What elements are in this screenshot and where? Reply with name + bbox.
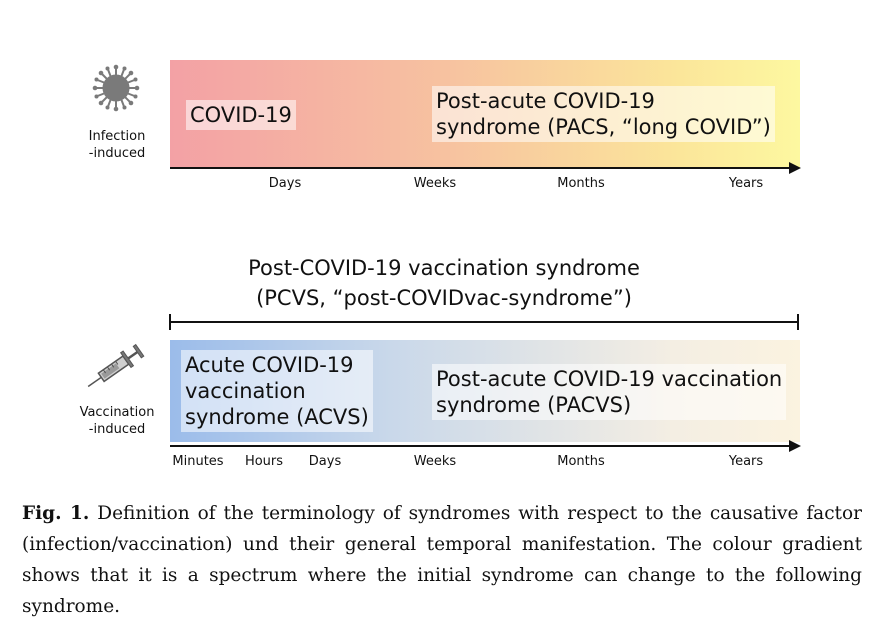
pacs-label-line2: syndrome (PACS, “long COVID”) xyxy=(436,115,771,139)
covid19-label: COVID-19 xyxy=(190,103,292,127)
vaccination-axis-arrow-icon xyxy=(789,440,801,452)
figure-caption-text: Definition of the terminology of syndromes with respect to the causative factor (infection/vaccination) und their general temporal manifestation. The colour gradient shows that it is a spectrum where the initial syndrome can change to the following syndrome. xyxy=(22,503,862,617)
virus-icon xyxy=(90,62,142,114)
pcvs-title xyxy=(0,253,888,313)
covid19-box xyxy=(186,100,296,130)
pacvs-label-line2: syndrome (PACVS) xyxy=(436,393,632,417)
vaccination-tick-days: Days xyxy=(308,454,342,469)
figure-label: Fig. 1. xyxy=(22,503,90,524)
pcvs-title-line2: (PCVS, “post-COVIDvac-syndrome”) xyxy=(256,286,632,310)
pacvs-box xyxy=(432,364,786,420)
pacs-box xyxy=(432,86,775,142)
acvs-label-line3: syndrome (ACVS) xyxy=(185,405,369,429)
syringe-icon xyxy=(80,338,152,396)
vaccination-tick-months: Months xyxy=(557,454,605,469)
vaccination-tick-hours: Hours xyxy=(244,454,284,469)
infection-time-axis xyxy=(170,167,790,169)
vaccination-time-axis xyxy=(170,445,790,447)
pcvs-title-line1: Post-COVID-19 vaccination syndrome xyxy=(248,256,640,280)
vaccination-tick-years: Years xyxy=(728,454,764,469)
acvs-box xyxy=(181,350,373,432)
pcvs-span-bracket xyxy=(166,312,806,332)
infection-tick-days: Days xyxy=(268,176,302,191)
vaccination-tick-minutes: Minutes xyxy=(172,454,224,469)
vaccination-side-label-line2: -induced xyxy=(88,422,146,437)
infection-axis-arrow-icon xyxy=(789,162,801,174)
infection-tick-weeks: Weeks xyxy=(413,176,457,191)
vaccination-tick-weeks: Weeks xyxy=(413,454,457,469)
infection-side-label-line2: -induced xyxy=(88,146,146,161)
vaccination-side-label xyxy=(76,404,158,438)
pacs-label-line1: Post-acute COVID-19 xyxy=(436,89,655,113)
pacvs-label-line1: Post-acute COVID-19 vaccination xyxy=(436,367,783,391)
infection-tick-years: Years xyxy=(728,176,764,191)
acvs-label-line1: Acute COVID-19 xyxy=(185,353,354,377)
infection-side-label xyxy=(78,128,156,162)
vaccination-side-label-line1: Vaccination xyxy=(79,405,155,420)
infection-side-label-line1: Infection xyxy=(88,129,146,144)
acvs-label-line2: vaccination xyxy=(185,379,306,403)
infection-tick-months: Months xyxy=(557,176,605,191)
figure-caption xyxy=(22,498,862,622)
